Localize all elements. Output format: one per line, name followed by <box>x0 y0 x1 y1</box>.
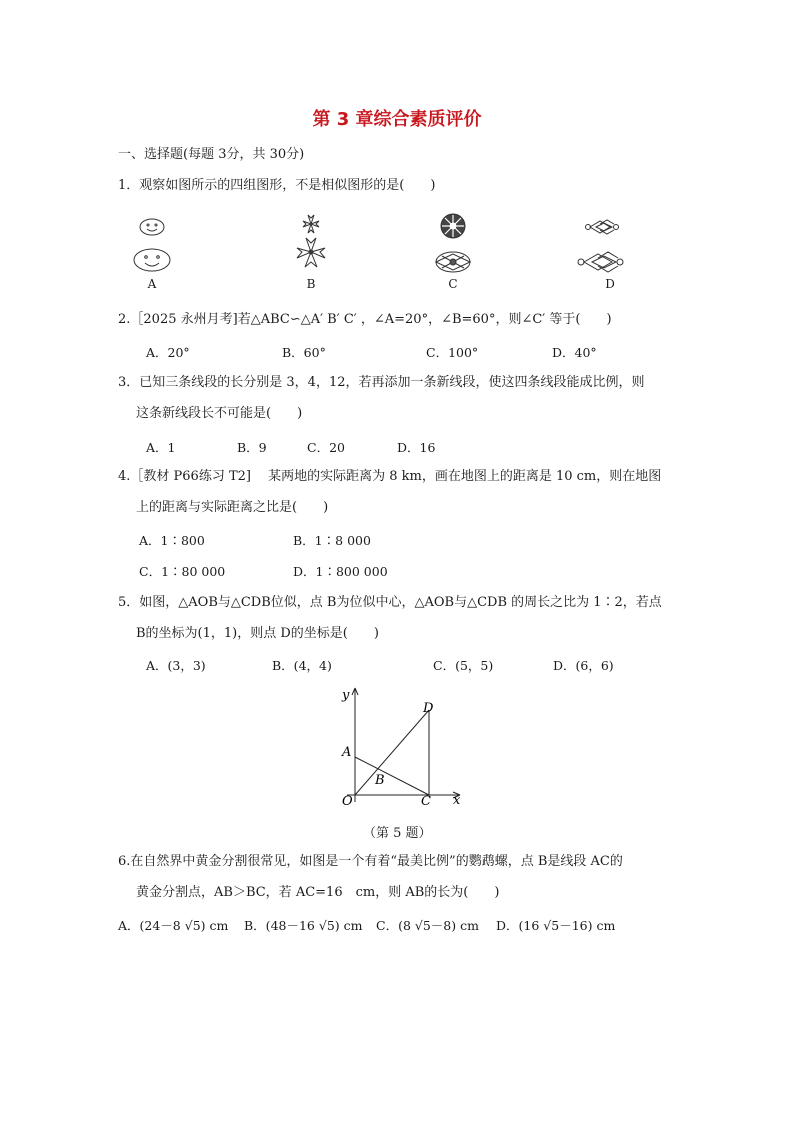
segment-ac <box>355 757 429 795</box>
question-2-option-d[interactable]: D．40° <box>552 345 597 360</box>
figure-a-smiley-icon <box>134 219 170 271</box>
label-a: A <box>342 745 352 760</box>
question-4-stem-line-2: 上的距离与实际距离之比是( ) <box>136 500 329 515</box>
question-5-option-a[interactable]: A．(3，3) <box>146 658 206 673</box>
question-5-coordinate-figure <box>325 682 470 810</box>
question-3-stem-line-1: 3．已知三条线段的长分别是 3，4，12，若再添加一条新线段，使这四条线段能成比例，则 <box>118 375 645 390</box>
question-2-stem: 2.［2025 永州月考]若△ABC∽△A′ B′ C′ ，∠A=20°，∠B=60°，则∠C′ 等于( ) <box>118 312 612 327</box>
question-6-option-c[interactable]: C．(8 √5－8) cm <box>376 918 479 933</box>
figure-b-flower-icon <box>297 215 325 267</box>
question-6-option-a[interactable]: A．(24－8 √5) cm <box>118 918 229 933</box>
question-6-option-d[interactable]: D．(16 √5－16) cm <box>496 918 616 933</box>
label-d: D <box>423 701 434 716</box>
question-3-option-c[interactable]: C．20 <box>307 440 345 455</box>
question-4-option-b[interactable]: B．1∶8 000 <box>293 533 371 548</box>
question-5-option-d[interactable]: D．(6，6) <box>553 658 614 673</box>
question-5-option-c[interactable]: C．(5，5) <box>433 658 494 673</box>
question-1-stem: 1．观察如图所示的四组图形，不是相似图形的是( ) <box>118 178 436 193</box>
question-5-stem-line-2: B的坐标为(1，1)，则点 D的坐标是( ) <box>136 626 379 641</box>
label-c: C <box>421 794 431 809</box>
question-4-option-c[interactable]: C．1∶80 000 <box>139 564 226 579</box>
question-3-option-b[interactable]: B．9 <box>237 440 267 455</box>
label-y: y <box>342 688 350 703</box>
question-3-option-a[interactable]: A．1 <box>146 440 176 455</box>
figure-c-pattern-icon <box>436 214 470 272</box>
question-5-option-b[interactable]: B．(4，4) <box>272 658 332 673</box>
question-2-option-c[interactable]: C．100° <box>426 345 479 360</box>
question-2-option-b[interactable]: B．60° <box>282 345 326 360</box>
question-4-option-a[interactable]: A．1∶800 <box>139 533 205 548</box>
page-title: 第 3 章综合素质评价 <box>312 109 482 130</box>
segment-od <box>355 710 429 795</box>
question-4-option-d[interactable]: D．1∶800 000 <box>293 564 388 579</box>
question-3-option-d[interactable]: D．16 <box>397 440 436 455</box>
question-6-option-b[interactable]: B．(48－16 √5) cm <box>244 918 363 933</box>
question-5-caption: （第 5 题） <box>363 826 432 841</box>
figure-d-knot-icon <box>578 220 623 272</box>
question-5-stem-line-1: 5．如图，△AOB与△CDB位似，点 B为位似中心，△AOB与△CDB 的周长之比为 1∶2，若点 <box>118 595 662 610</box>
question-6-stem-line-2: 黄金分割点，AB＞BC，若 AC=16 cm，则 AB的长为( ) <box>136 885 500 900</box>
figure-label-b: B <box>306 277 316 291</box>
question-4-stem-line-1: 4.［教材 P66练习 T2] 某两地的实际距离为 8 km，画在地图上的距离是 10 cm，则在地图 <box>118 469 662 484</box>
figure-label-d: D <box>605 277 615 291</box>
figure-label-c: C <box>448 277 458 291</box>
section-heading: 一、选择题(每题 3分，共 30分) <box>118 147 305 162</box>
label-b: B <box>375 773 385 788</box>
label-x: x <box>453 793 461 808</box>
question-3-stem-line-2: 这条新线段长不可能是( ) <box>136 406 303 421</box>
question-6-stem-line-1: 6.在自然界中黄金分割很常见，如图是一个有着“最美比例”的鹦鹉螺，点 B是线段 AC的 <box>118 854 623 869</box>
label-o: O <box>342 794 353 809</box>
figure-label-a: A <box>147 277 157 291</box>
question-2-option-a[interactable]: A．20° <box>146 345 190 360</box>
question-1-figures <box>120 212 640 282</box>
